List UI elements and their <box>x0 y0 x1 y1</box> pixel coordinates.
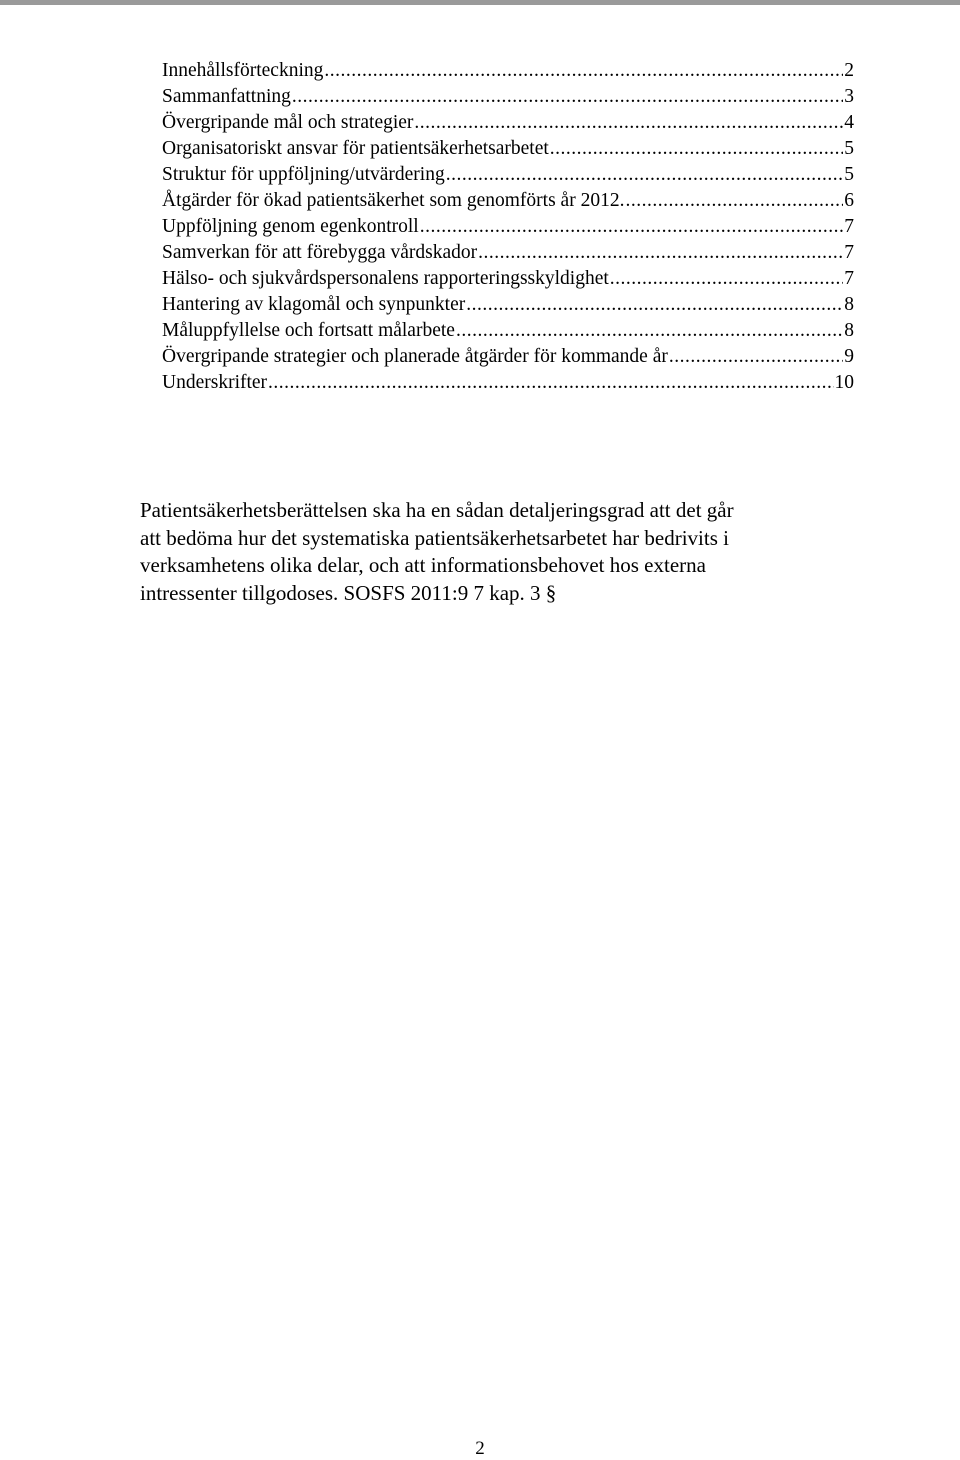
toc-title: Hälso- och sjukvårdspersonalens rapporteringsskyldighet <box>162 268 609 289</box>
toc-page-number: 5 <box>844 138 854 159</box>
toc-leader <box>610 266 843 292</box>
toc-leader <box>669 344 843 370</box>
toc-entry-summary[interactable] <box>162 84 854 110</box>
toc-entry-structure[interactable] <box>162 162 854 188</box>
toc-leader <box>550 136 843 162</box>
toc-title: Övergripande mål och strategier <box>162 112 414 133</box>
toc-page-number: 7 <box>844 216 854 237</box>
toc-leader <box>324 58 843 84</box>
quote-line: verksamhetens olika delar, och att informationsbehovet hos externa <box>140 553 706 577</box>
toc-page-number: 7 <box>844 242 854 263</box>
toc-entry-reporting[interactable] <box>162 266 854 292</box>
toc-page-number: 4 <box>844 112 854 133</box>
toc-title: Innehållsförteckning <box>162 60 324 81</box>
page-number: 2 <box>475 1438 485 1459</box>
toc-leader <box>414 110 843 136</box>
toc-entry-fulfillment[interactable] <box>162 318 854 344</box>
toc-entry-responsibility[interactable] <box>162 136 854 162</box>
toc-leader <box>478 240 843 266</box>
toc-title: Underskrifter <box>162 372 268 393</box>
toc-page-number: 8 <box>844 320 854 341</box>
toc-entry-complaints[interactable] <box>162 292 854 318</box>
toc-title: Samverkan för att förebygga vårdskador <box>162 242 478 263</box>
toc-page-number: 2 <box>844 60 854 81</box>
toc-page-number: 10 <box>834 372 854 393</box>
toc-leader <box>292 84 843 110</box>
toc-title: Organisatoriskt ansvar för patientsäkerhetsarbetet <box>162 138 549 159</box>
toc-title: Måluppfyllelse och fortsatt målarbete <box>162 320 455 341</box>
toc-entry-cooperation[interactable] <box>162 240 854 266</box>
toc-entry-signatures[interactable] <box>162 370 854 396</box>
toc-title: Åtgärder för ökad patientsäkerhet som genomförts år 2012. <box>162 190 625 211</box>
toc-page-number: 5 <box>844 164 854 185</box>
toc-leader <box>420 214 844 240</box>
toc-leader <box>268 370 833 396</box>
toc-entry-goals[interactable] <box>162 110 854 136</box>
quote-line: Patientsäkerhetsberättelsen ska ha en sådan detaljeringsgrad att det går <box>140 498 734 522</box>
toc-leader <box>466 292 843 318</box>
toc-leader <box>625 188 843 214</box>
toc-leader <box>446 162 844 188</box>
table-of-contents <box>162 58 854 396</box>
quote-line: att bedöma hur det systematiska patientsäkerhetsarbetet har bedrivits i <box>140 525 729 550</box>
top-rule <box>0 0 960 5</box>
toc-page-number: 8 <box>844 294 854 315</box>
toc-page-number: 3 <box>844 86 854 107</box>
quote-line: intressenter tillgodoses. SOSFS 2011:9 7 kap. 3 § <box>140 580 557 605</box>
toc-title: Sammanfattning <box>162 86 291 107</box>
toc-leader <box>456 318 843 344</box>
toc-entry-contents[interactable] <box>162 58 854 84</box>
toc-title: Struktur för uppföljning/utvärdering <box>162 164 445 185</box>
toc-title: Övergripande strategier och planerade åtgärder för kommande år <box>162 346 668 367</box>
toc-page-number: 7 <box>844 268 854 289</box>
toc-entry-strategies[interactable] <box>162 344 854 370</box>
toc-entry-measures[interactable] <box>162 188 854 214</box>
regulation-quote <box>140 497 840 607</box>
toc-page-number: 9 <box>844 346 854 367</box>
toc-page-number: 6 <box>844 190 854 211</box>
toc-title: Hantering av klagomål och synpunkter <box>162 294 466 315</box>
toc-title: Uppföljning genom egenkontroll <box>162 216 419 237</box>
toc-entry-self-control[interactable] <box>162 214 854 240</box>
